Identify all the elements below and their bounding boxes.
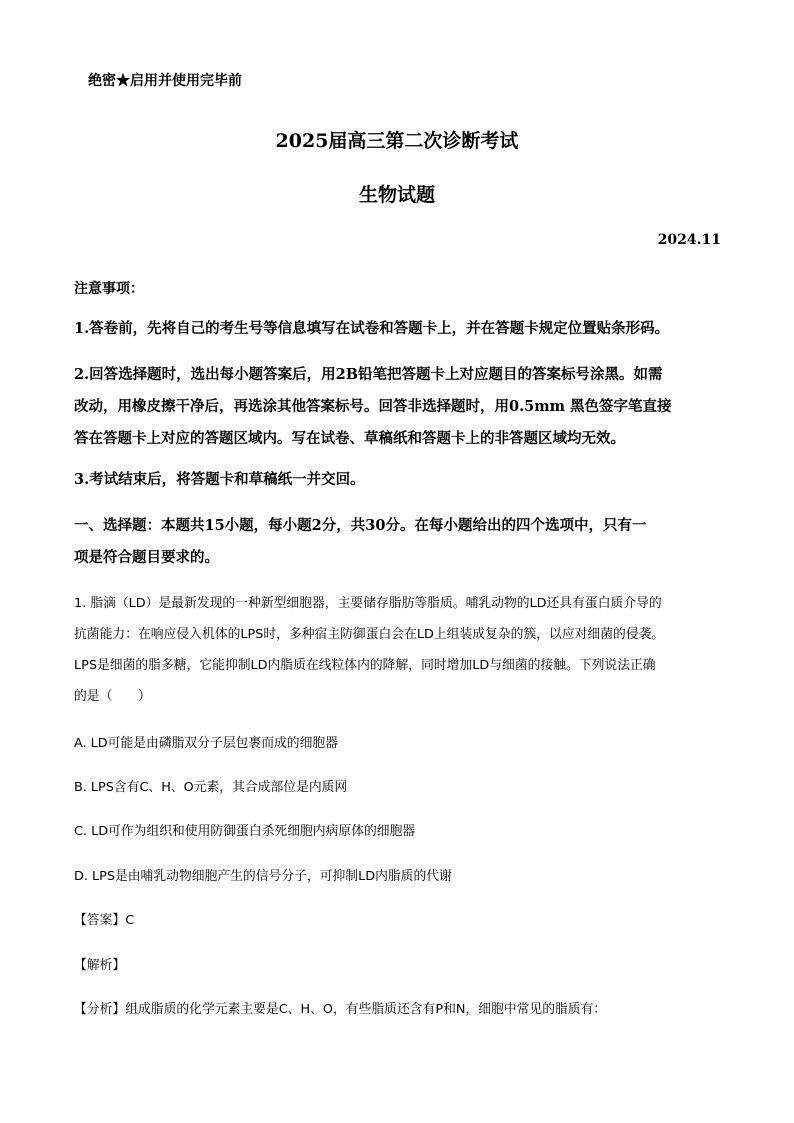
confidential-label: 绝密★启用并使用完毕前 bbox=[88, 73, 242, 89]
section-heading-line-1: 一、选择题：本题共15小题，每小题2分，共30分。在每小题给出的四个选项中，只有一 bbox=[74, 517, 647, 534]
analysis-line-1: 【分析】组成脂质的化学元素主要是C、H、O，有些脂质还含有P和N，细胞中常见的脂质有： bbox=[74, 1002, 607, 1017]
option-a: A. LD可能是由磷脂双分子层包裹而成的细胞器 bbox=[74, 736, 338, 751]
question-1-stem-line-3: LPS是细菌的脂多糖，它能抑制LD内脂质在线粒体内的降解，同时增加LD与细菌的接触。下列说法正确 bbox=[74, 658, 656, 673]
exam-date: 2024.11 bbox=[657, 232, 721, 248]
notice-item-3-text: 3.考试结束后，将答题卡和草稿纸一并交回。 bbox=[74, 471, 365, 488]
option-d: D. LPS是由哺乳动物细胞产生的信号分子，可抑制LD内脂质的代谢 bbox=[74, 869, 452, 884]
question-1-stem bbox=[74, 588, 730, 712]
question-1-stem-line-1: 1. 脂滴（LD）是最新发现的一种新型细胞器，主要储存脂肪等脂质。哺乳动物的LD还具有蛋白质介导的 bbox=[74, 596, 662, 611]
section-heading bbox=[74, 510, 724, 574]
notice-item-2-line-1: 2.回答选择题时，选出每小题答案后，用2B铅笔把答题卡上对应题目的答案标号涂黑。如需 bbox=[74, 366, 663, 383]
notice-item-1-text: 1.答卷前，先将自己的考生号等信息填写在试卷和答题卡上，并在答题卡规定位置贴条形码。 bbox=[74, 320, 670, 337]
notice-item-3 bbox=[74, 464, 724, 496]
option-c: C. LD可作为组织和使用防御蛋白杀死细胞内病原体的细胞器 bbox=[74, 824, 416, 839]
option-b: B. LPS含有C、H、O元素，其合成部位是内质网 bbox=[74, 780, 348, 795]
section-heading-line-2: 项是符合题目要求的。 bbox=[74, 549, 219, 566]
question-1-stem-line-4: 的是（ ） bbox=[74, 689, 151, 704]
exam-title: 2025届高三第二次诊断考试 bbox=[275, 130, 519, 152]
answer: 【答案】C bbox=[74, 913, 135, 928]
notice-heading: 注意事项： bbox=[74, 281, 144, 297]
notice-item-2-line-2: 改动，用橡皮擦干净后，再选涂其他答案标号。回答非选择题时，用0.5mm 黑色签字笔直接 bbox=[74, 398, 672, 415]
notice-item-1 bbox=[74, 313, 724, 345]
notice-item-2-line-3: 答在答题卡上对应的答题区域内。写在试卷、草稿纸和答题卡上的非答题区域均无效。 bbox=[74, 430, 625, 447]
analysis-heading: 【解析】 bbox=[74, 958, 126, 973]
subject-title: 生物试题 bbox=[358, 184, 435, 206]
question-1-stem-line-2: 抗菌能力：在响应侵入机体的LPS时，多种宿主防御蛋白会在LD上组装成复杂的簇，以应对细菌的侵袭。 bbox=[74, 627, 665, 642]
notice-item-2 bbox=[74, 359, 724, 455]
